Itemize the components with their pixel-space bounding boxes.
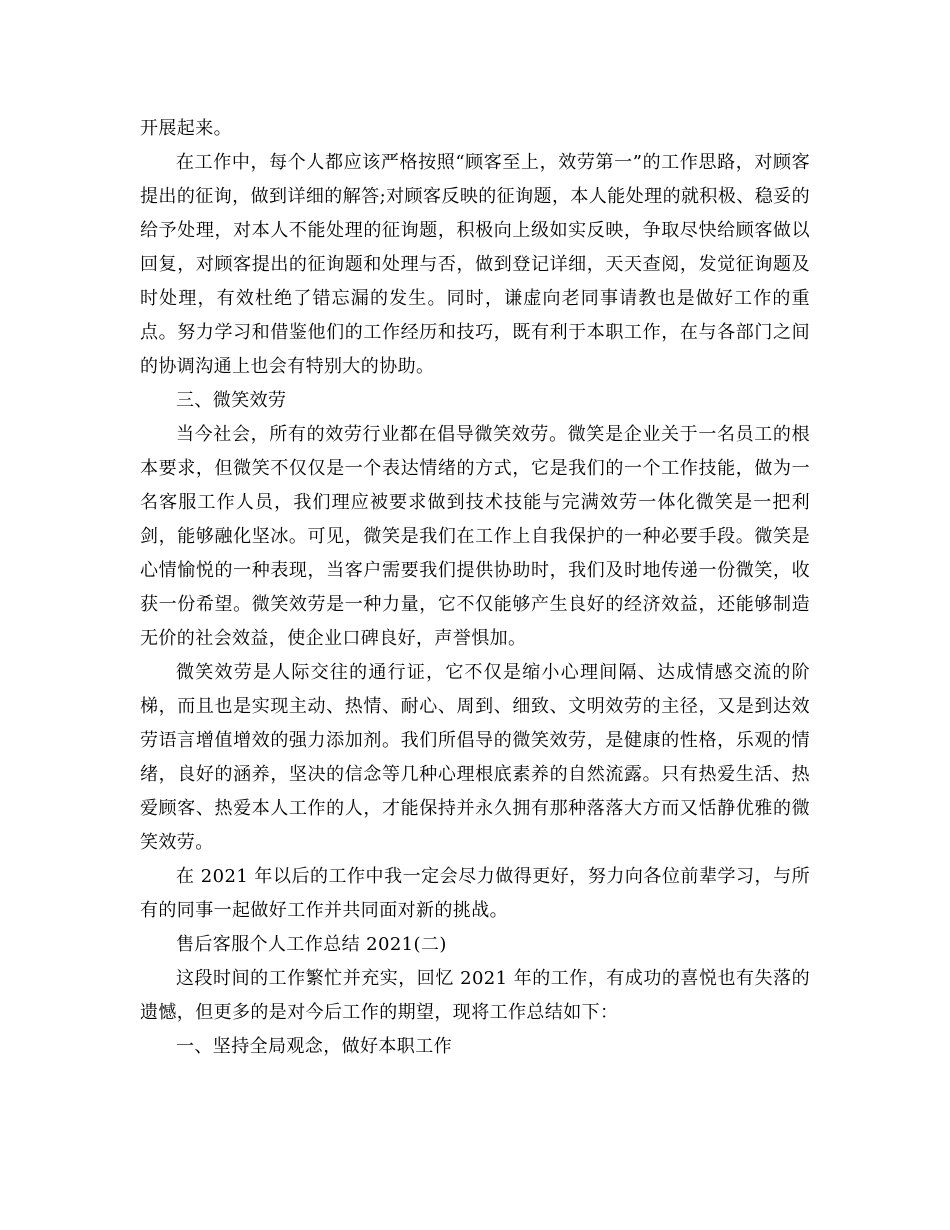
paragraph-future-commitment: 在 2021 年以后的工作中我一定会尽力做得更好，努力向各位前辈学习，与所有的同事一起做好工作并共同面对新的挑战。 (140, 866, 810, 921)
section-heading-overall-view: 一、坚持全局观念，做好本职工作 (176, 1036, 452, 1057)
paragraph-work-approach: 在工作中，每个人都应该严格按照“顾客至上，效劳第一”的工作思路，对顾客提出的征询，做到详细的解答;对顾客反映的征询题，本人能处理的就积极、稳妥的给予处理，对本人不能处理的征询题，积极向上级如实反映，争取尽快给顾客做以回复，对顾客提出的征询题和处理与否，做到登记详细，天天查阅，发觉征询题及时处理，有效杜绝了错忘漏的发生。同时，谦虚向老同事请教也是做好工作的重点。努力学习和借鉴他们的工作经历和技巧，既有利于本职工作，在与各部门之间的协调沟通上也会有特别大的协助。 (140, 152, 810, 377)
section-heading-smile-service: 三、微笑效劳 (176, 390, 287, 411)
paragraph-smile-service-intro: 当今社会，所有的效劳行业都在倡导微笑效劳。微笑是企业关于一名员工的根本要求，但微笑不仅仅是一个表达情绪的方式，它是我们的一个工作技能，做为一名客服工作人员，我们理应被要求做到技术技能与完满效劳一体化微笑是一把利剑，能够融化坚冰。可见，微笑是我们在工作上自我保护的一种必要手段。微笑是心情愉悦的一种表现，当客户需要我们提供协助时，我们及时地传递一份微笑，收获一份希望。微笑效劳是一种力量，它不仅能够产生良好的经济效益，还能够制造无价的社会效益，使企业口碑良好，声誉惧加。 (140, 424, 810, 649)
document-page (140, 112, 810, 1064)
section-title-summary-two: 售后客服个人工作总结 2021(二) (176, 934, 447, 955)
paragraph-summary-intro: 这段时间的工作繁忙并充实，回忆 2021 年的工作，有成功的喜悦也有失落的遗憾，但更多的是对今后工作的期望，现将工作总结如下： (140, 968, 810, 1023)
paragraph-smile-service-value: 微笑效劳是人际交往的通行证，它不仅是缩小心理间隔、达成情感交流的阶梯，而且也是实现主动、热情、耐心、周到、细致、文明效劳的主径，又是到达效劳语言增值增效的强力添加剂。我们所倡导的微笑效劳，是健康的性格，乐观的情绪，良好的涵养，坚决的信念等几种心理根底素养的自然流露。只有热爱生活、热爱顾客、热爱本人工作的人，才能保持并永久拥有那种落落大方而又恬静优雅的微笑效劳。 (140, 662, 810, 853)
paragraph-continuation: 开展起来。 (140, 118, 232, 139)
